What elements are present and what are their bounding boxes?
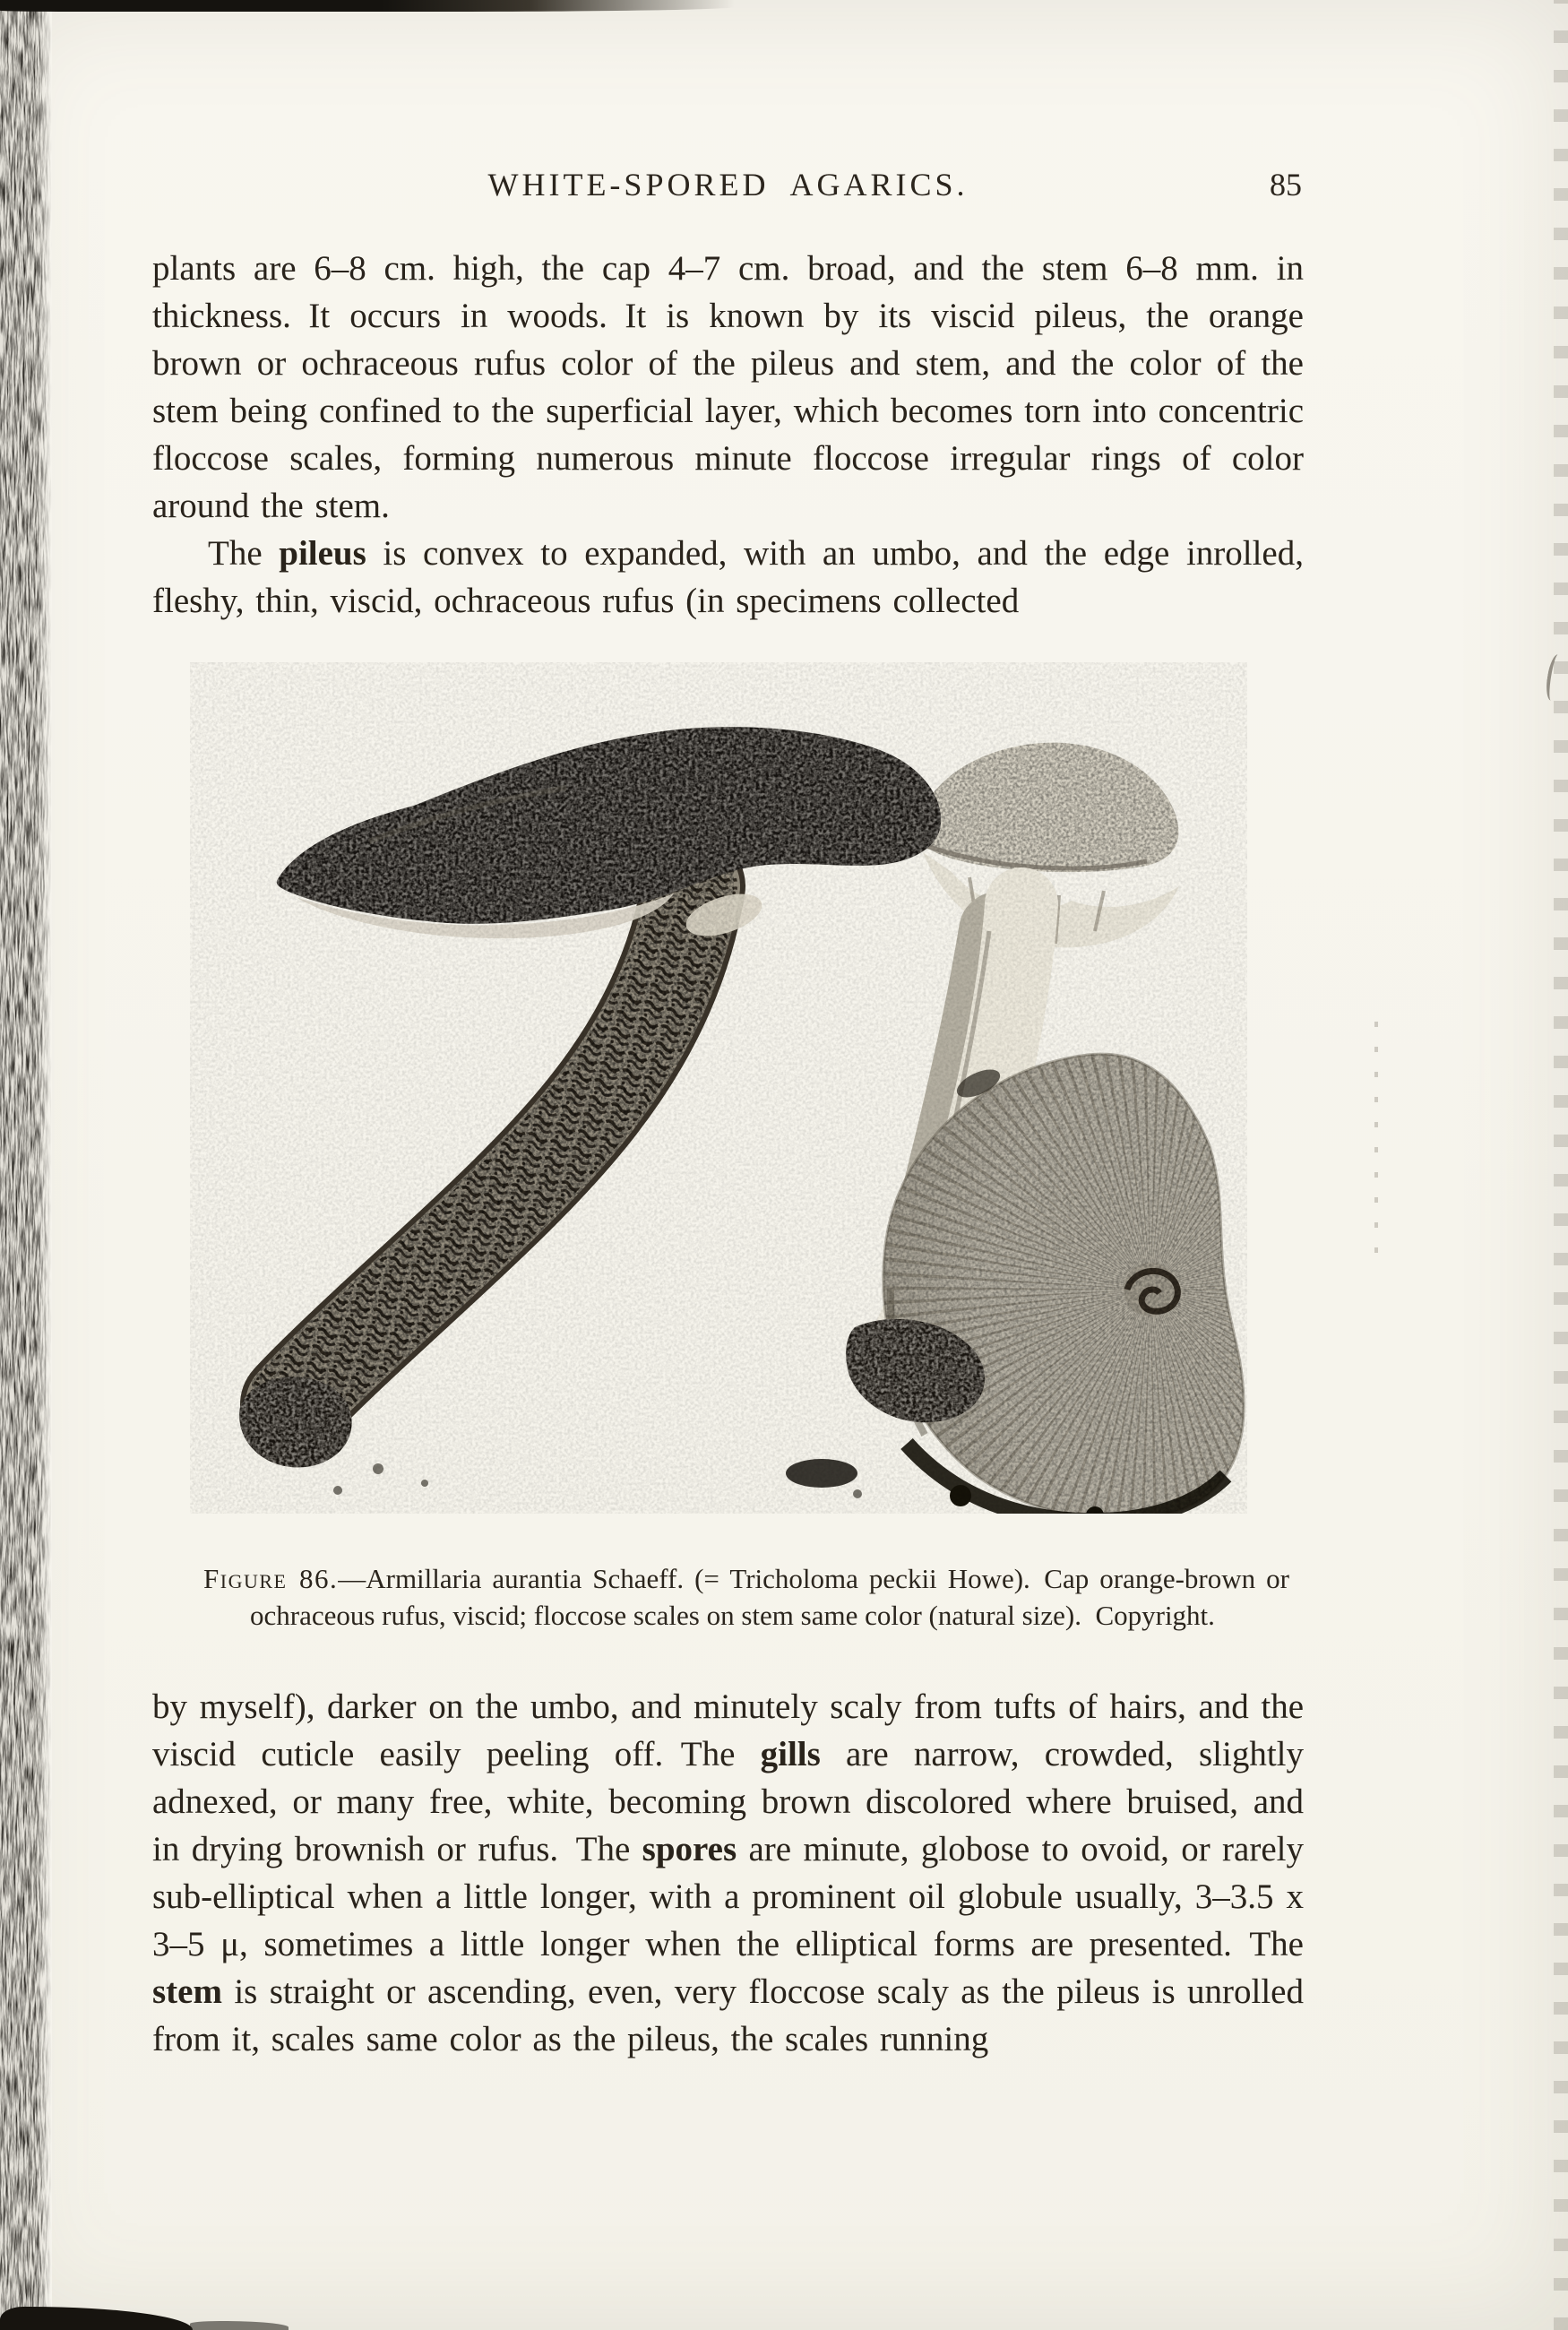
figure-caption bbox=[203, 1560, 1289, 1634]
mushroom-illustration bbox=[190, 662, 1247, 1514]
term-pileus: pileus bbox=[279, 534, 366, 573]
paragraph-pileus bbox=[152, 530, 1304, 625]
scan-right-edge bbox=[1554, 0, 1568, 2330]
term-stem: stem bbox=[152, 1972, 222, 2011]
scan-bottom-blotch-2 bbox=[190, 2321, 289, 2330]
page-content bbox=[152, 0, 1304, 2063]
text-run: are minute, globose to ovoid, or rarely sub-elliptical when a little longer, with a prominent oil globule usually, 3–3.5 x 3–5 μ, sometimes a little longer when the elliptical forms are presented. The bbox=[152, 1830, 1304, 1963]
page-header bbox=[152, 166, 1304, 209]
paragraph-continuation: plants are 6–8 cm. high, the cap 4–7 cm. broad, and the stem 6–8 mm. in thickness. It occurs in woods. It is known by its viscid pileus, the orange brown or ochraceous rufus color of the pileus and stem, and the color of the stem being confined to the superficial layer, which becomes torn into concentric floccose scales, forming numerous minute floccose irregular rings of color around the stem. bbox=[152, 249, 1304, 525]
figure-86 bbox=[190, 662, 1289, 1634]
text-run: by myself), darker on the umbo, and minutely scaly from tufts of hairs, and the viscid cuticle easily peeling off. The bbox=[152, 1687, 1304, 1773]
halftone-grain bbox=[190, 662, 1247, 1514]
text-run: is straight or ascending, even, very floccose scaly as the pileus is unrolled from it, scales same color as the pileus, the scales running bbox=[152, 1972, 1304, 2058]
scan-dot-noise bbox=[1374, 1011, 1378, 1253]
caption-text: —Armillaria aurantia Schaeff. (= Tricholoma peckii Howe). Cap orange-brown or ochraceous rufus, viscid; floccose scales on stem same color (natural size). Copyright. bbox=[250, 1563, 1289, 1631]
paragraph-gills-spores-stem bbox=[152, 1683, 1304, 2063]
scan-bottom-blotch bbox=[0, 2307, 193, 2330]
page-number: 85 bbox=[1270, 167, 1302, 203]
term-gills: gills bbox=[760, 1735, 821, 1773]
text-run: are narrow, crowded, slightly adnexed, or many free, white, becoming brown discolored where bruised, and in drying brownish or rufus. The bbox=[152, 1735, 1304, 1868]
text-run: The bbox=[208, 534, 280, 573]
running-title: WHITE-SPORED AGARICS. bbox=[487, 167, 969, 203]
term-spores: spores bbox=[642, 1830, 737, 1868]
text-run: is convex to expanded, with an umbo, and the edge inrolled, fleshy, thin, viscid, ochraceous rufus (in specimens collected bbox=[152, 534, 1304, 620]
caption-label: Figure 86. bbox=[203, 1563, 339, 1594]
scan-edge-left bbox=[0, 0, 52, 2330]
